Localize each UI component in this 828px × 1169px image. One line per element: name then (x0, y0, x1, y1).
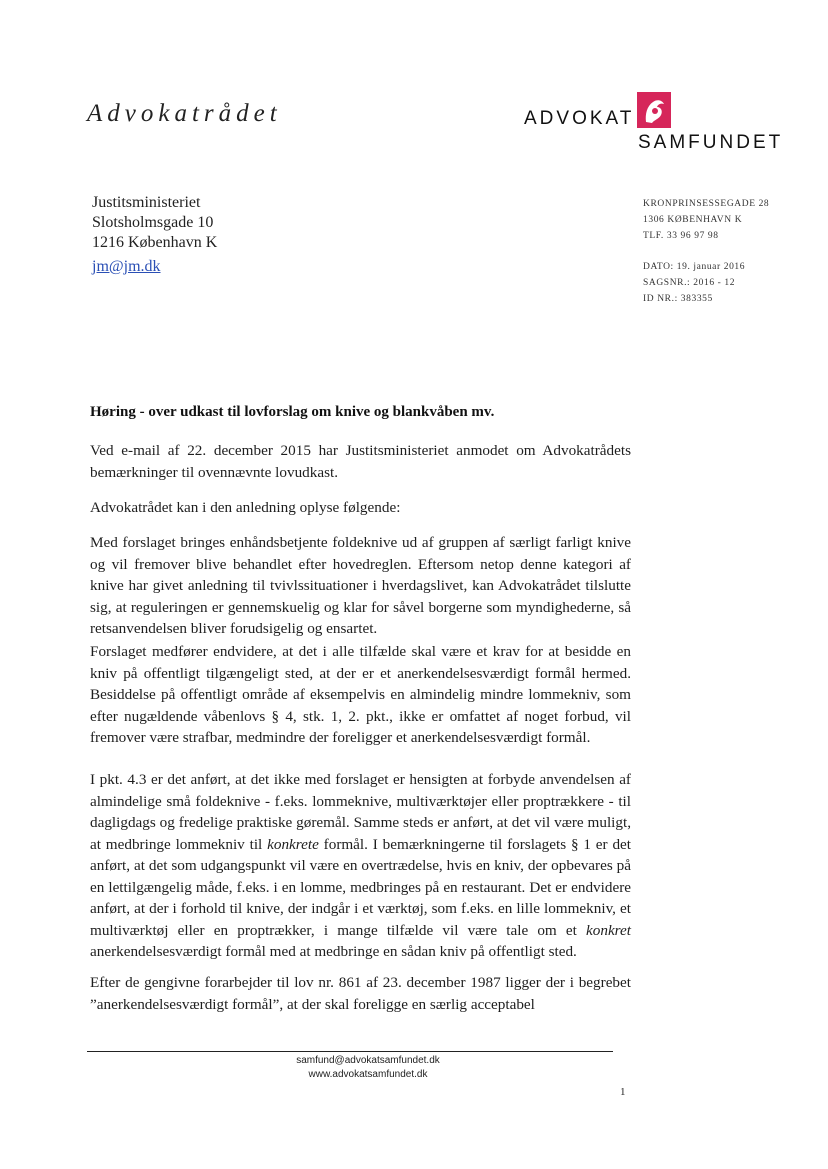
case-number: SAGSNR.: 2016 - 12 (643, 278, 736, 288)
letter-subject: Høring - over udkast til lovforslag om knive og blankvåben mv. (90, 404, 495, 420)
paragraph-intro: Ved e-mail af 22. december 2015 har Justitsministeriet anmodet om Advokatrådets bemærkninger til ovennævnte lovudkast. (90, 442, 631, 481)
sender-city: 1306 KØBENHAVN K (643, 215, 743, 225)
footer-divider (87, 1051, 613, 1052)
recipient-city: 1216 København K (92, 234, 218, 251)
recipient-email-link[interactable]: jm@jm.dk (92, 258, 161, 275)
advokatsamfundet-logo-icon (637, 92, 671, 128)
brand-name-samfundet: SAMFUNDET (638, 132, 784, 153)
paragraph-pkt-4-3-part-c: anerkendelsesværdigt formål med at medbringe en sådan kniv på offentligt sted. (90, 943, 577, 960)
logo-eye-shape (652, 108, 658, 114)
paragraph-pkt-4-3-part-b: formål. I bemærkningerne til forslagets § 1 er det anført, at det som udgangspunkt vil være en overtrædelse, hvis en kniv, der opbevares på en lettilgængelig måde, f.eks. i en lomme, medbringes på en restaurant. Det er endvidere anført, at der i forhold til knive, der indgår i et værktøj, som f.eks. en lille lommekniv, et multiværktøj eller en proptrækker, i mange tilfælde vil være tale om et (90, 835, 632, 939)
page-number: 1 (620, 1086, 626, 1098)
recipient-street: Slotsholmsgade 10 (92, 214, 214, 231)
paragraph-pkt-4-3 (90, 769, 631, 963)
emphasis-konkrete: konkrete (267, 835, 319, 853)
paragraph-folding-knives: Med forslaget bringes enhåndsbetjente foldeknive ud af gruppen af særligt farligt knive og vil fremover blive behandlet efter hovedreglen. Eftersom netop denne kategori af knive har givet anledning til tvivlssituationer i hverdagslivet, kan Advokatrådet tilslutte sig, at reguleringen er gennemskuelig og klar for såvel borgerne som myndighederne, så retsanvendelsen bliver forudsigelig og ensartet. (90, 534, 631, 637)
sender-phone: TLF. 33 96 97 98 (643, 231, 719, 241)
recipient-name: Justitsministeriet (92, 194, 201, 211)
footer-website: www.advokatsamfundet.dk (308, 1069, 428, 1080)
letter-date: DATO: 19. januar 2016 (643, 262, 746, 272)
advokatraadet-script-logo: Advokatrådet (87, 100, 282, 127)
id-number: ID NR.: 383355 (643, 294, 713, 304)
paragraph-forarbejder: Efter de gengivne forarbejder til lov nr. 861 af 23. december 1987 ligger der i begrebet ”anerkendelsesværdigt formål”, at der skal foreligge en særlig acceptabel (90, 974, 631, 1013)
paragraph-lead: Advokatrådet kan i den anledning oplyse følgende: (90, 499, 401, 516)
sender-street: KRONPRINSESSEGADE 28 (643, 199, 770, 209)
emphasis-konkret: konkret (586, 921, 631, 939)
paragraph-possession: Forslaget medfører endvidere, at det i alle tilfælde skal være et krav for at besidde en kniv på offentligt tilgængeligt sted, at der er et anerkendelsesværdigt formål hermed. Besiddelse på offentligt område af eksempelvis en almindelig mindre lommekniv, som efter nugældende våbenlovs § 4, stk. 1, 2. pkt., ikke er omfattet af noget forbud, vil fremover være strafbar, medmindre der foreligger et anerkendelsesværdigt formål. (90, 643, 631, 746)
brand-name-advokat: ADVOKAT (524, 108, 635, 129)
footer-email: samfund@advokatsamfundet.dk (296, 1055, 440, 1066)
paragraph-pkt-4-3-part-a: I pkt. 4.3 er det anført, at det ikke med forslaget er hensigten at forbyde anvendelsen af almindelige små foldeknive - f.eks. lommeknive, multiværktøjer eller proptrækkere - til dagligdags og fredelige praktiske gøremål. Samme steds er anført, at det vil være muligt, at medbringe lommekniv til (90, 771, 631, 853)
